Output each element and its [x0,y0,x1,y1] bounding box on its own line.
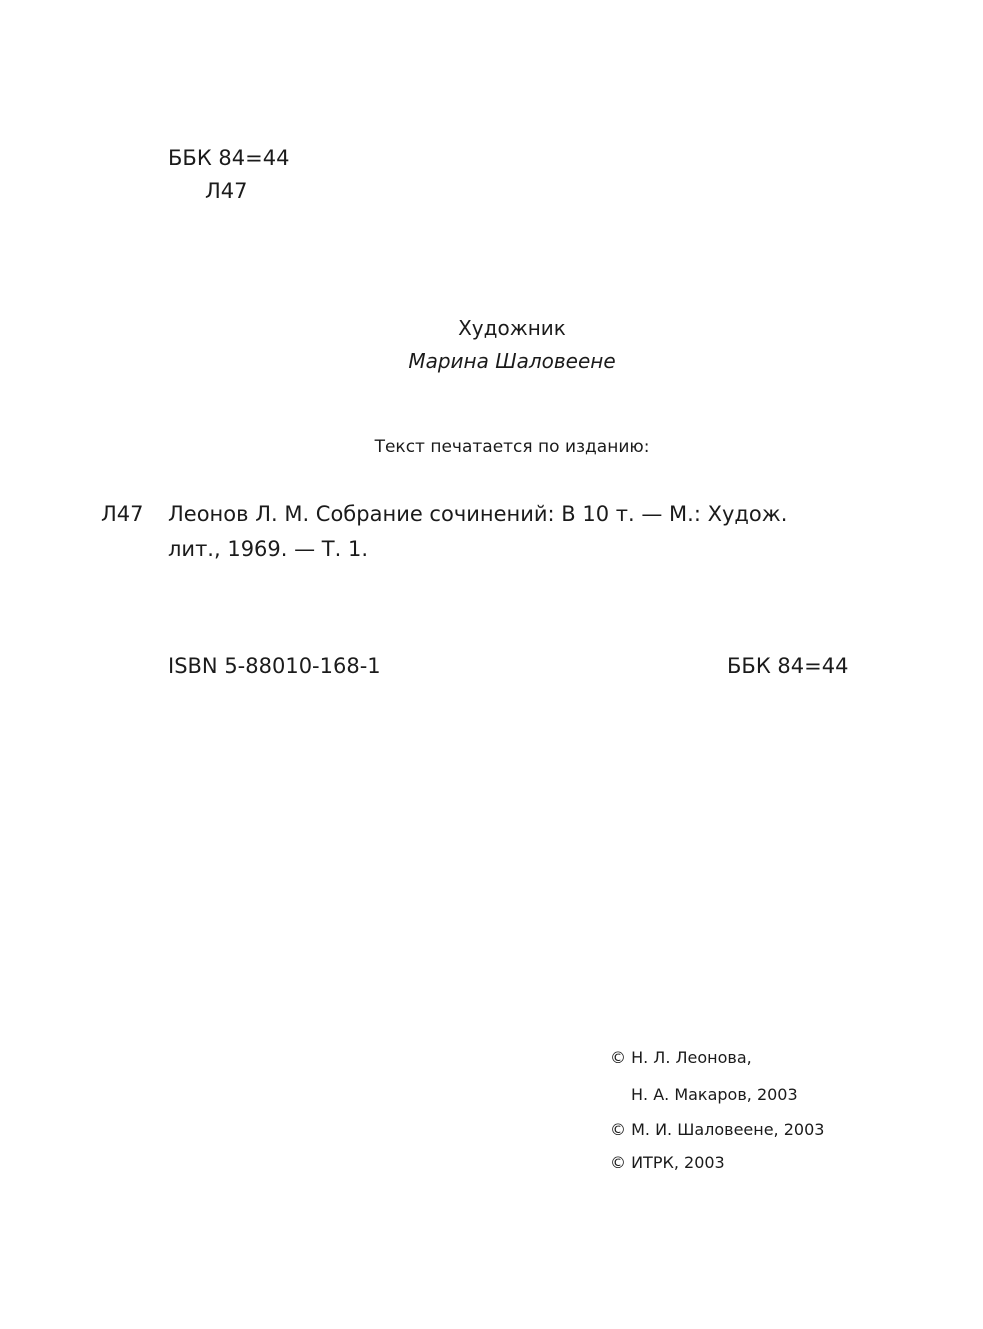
bibliographic-entry-line: Леонов Л. М. Собрание сочинений: В 10 т. — М.: Худож. [168,502,788,526]
bibliographic-entry-line: лит., 1969. — Т. 1. [168,537,369,561]
copyright-line: © Н. Л. Леонова, [610,1048,752,1067]
isbn: ISBN 5-88010-168-1 [168,654,381,678]
artist-label: Художник [458,316,566,340]
copyright-line: © М. И. Шаловеене, 2003 [610,1120,825,1139]
copyright-line: Н. А. Макаров, 2003 [631,1085,798,1104]
source-note: Текст печатается по изданию: [374,437,650,457]
bbk-code-bottom: ББК 84=44 [727,654,849,678]
bibliographic-entry-sign: Л47 [101,502,144,526]
bbk-code-top: ББК 84=44 [168,146,290,170]
copyright-line: © ИТРК, 2003 [610,1153,725,1172]
artist-name: Марина Шаловеене [408,349,616,373]
author-sign-top: Л47 [205,179,248,203]
